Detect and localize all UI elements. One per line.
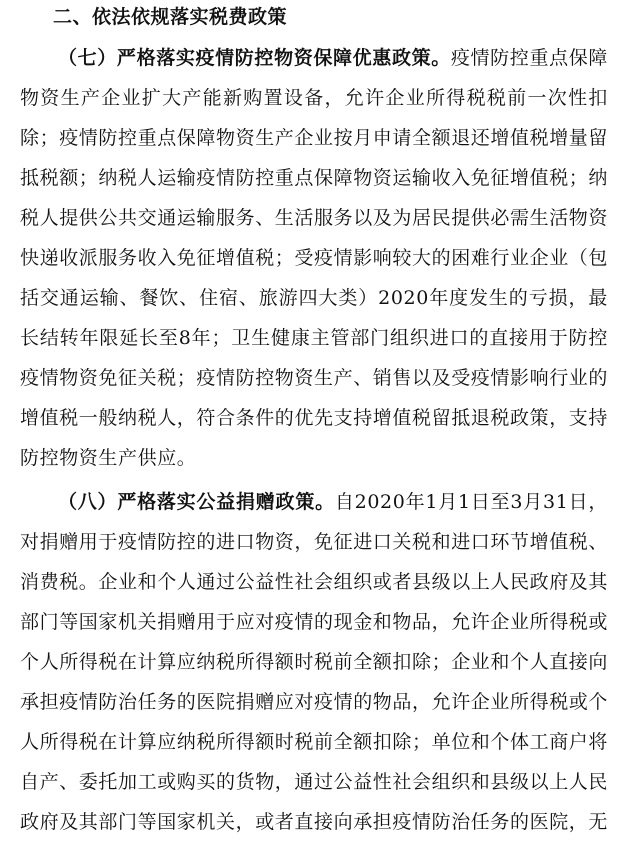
- paragraph-seven: [20, 38, 608, 478]
- paragraph-seven-body: 疫情防控重点保障物资生产企业扩大产能新购置设备，允许企业所得税税前一次性扣除；疫情防控重点保障物资生产企业按月申请全额退还增值税增量留抵税额；纳税人运输疫情防控重点保障物资运输收入免征增值税；纳税人提供公共交通运输服务、生活服务以及为居民提供必需生活物资快递收派服务收入免征增值税；受疫情影响较大的困难行业企业（包括交通运输、餐饮、住宿、旅游四大类）2020年度发生的亏损，最长结转年限延长至8年；卫生健康主管部门组织进口的直接用于防控疫情物资免征关税；疫情防控物资生产、销售以及受疫情影响行业的增值税一般纳税人，符合条件的优先支持增值税留抵退税政策，支持防控物资生产供应。: [20, 47, 609, 469]
- paragraph-seven-lead: （七）严格落实疫情防控物资保障优惠政策。: [58, 47, 451, 69]
- paragraph-eight: [20, 482, 608, 842]
- paragraph-eight-lead: （八）严格落实公益捐赠政策。: [58, 491, 335, 513]
- section-heading: 二、依法依规落实税费政策: [53, 6, 288, 28]
- paragraph-eight-body: 自2020年1月1日至3月31日，对捐赠用于疫情防控的进口物资，免征进口关税和进口环节增值税、消费税。企业和个人通过公益性社会组织或者县级以上人民政府及其部门等国家机关捐赠用于应对疫情的现金和物品，允许企业所得税或个人所得税在计算应纳税所得额时税前全额扣除；企业和个人直接向承担疫情防治任务的医院捐赠应对疫情的物品，允许企业所得税或个人所得税在计算应纳税所得额时税前全额扣除；单位和个体工商户将自产、委托加工或购买的货物，通过公益性社会组织和县级以上人民政府及其部门等国家机关，或者直接向承担疫情防治任务的医院，无: [20, 491, 609, 833]
